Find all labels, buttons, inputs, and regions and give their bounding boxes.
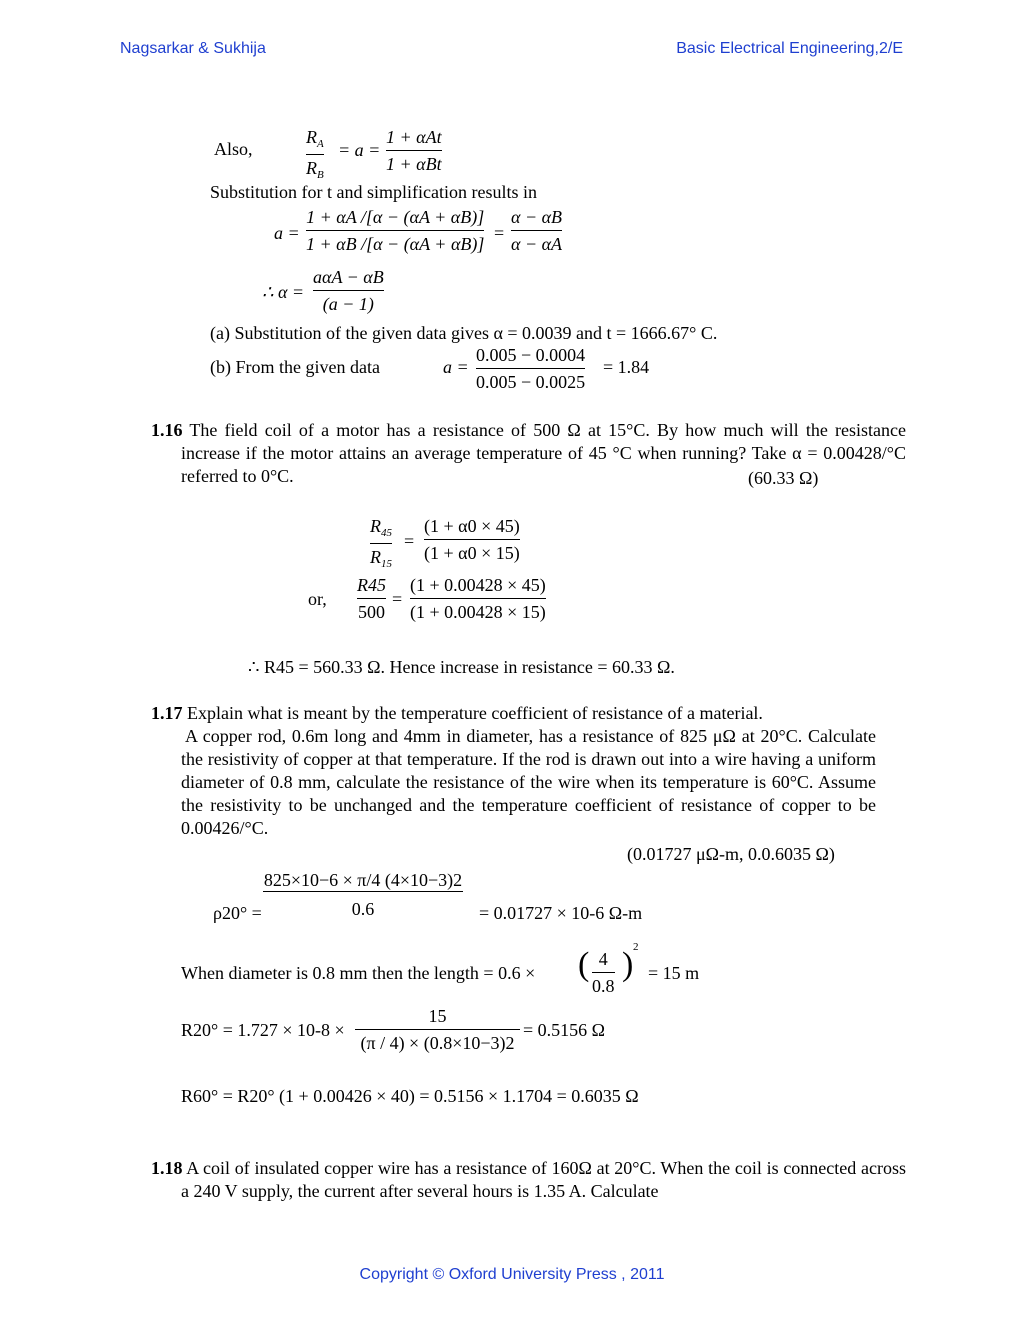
problem-number: 1.18 [151, 1158, 183, 1178]
diameter-numerator: 4 [592, 950, 615, 973]
problem-number: 1.17 [151, 703, 183, 723]
rhs-fraction [511, 208, 562, 253]
conclusion: ∴ R45 = 560.33 Ω. Hence increase in resistance = 60.33 Ω. [248, 657, 675, 677]
r20-result: = 0.5156 Ω [523, 1020, 606, 1040]
numeric-numerator: (1 + 0.00428 × 45) [410, 576, 546, 599]
alpha0-fraction [424, 517, 520, 562]
left-paren: ( [578, 946, 590, 983]
b-result: = 1.84 [603, 357, 650, 377]
alpha0-numerator: (1 + α0 × 45) [424, 517, 520, 540]
problem-statement: The field coil of a motor has a resistance of 500 Ω at 15°C. By how much will the resistance increase if the motor attains an average temperature of 45 °C when running? Take α = 0.00428/°C referred to 0°C. [181, 420, 906, 486]
diameter-denominator: 0.8 [592, 976, 615, 996]
r15: $R_{15}$ [370, 547, 392, 570]
problem-1-17-body: A copper rod, 0.6m long and 4mm in diameter, has a resistance of 825 μΩ at 20°C. Calculate the resistivity of copper at that temperature. If the rod is drawn out into a wire having a uniform diameter of 0.8 mm, calculate the resistance of the wire when its temperature is 60°C. Assume the resistivity to be unchanged and the temperature coefficient of resistance of copper to be 0.00426/°C. [181, 726, 876, 838]
diameter-result: = 15 m [648, 963, 700, 983]
r45-r15-fraction [370, 517, 392, 570]
substitution-line: Substitution for t and simplification results in [210, 182, 537, 202]
equals-2: = [494, 223, 505, 243]
problem-1-18 [151, 1157, 906, 1203]
therefore-alpha: ∴ α = [262, 282, 305, 302]
problem-1-17-line1 [151, 704, 763, 722]
square-exponent: 2 [633, 941, 639, 953]
r20-fraction [355, 1007, 520, 1052]
footer-copyright: Copyright © Oxford University Press , 2011 [359, 1266, 665, 1283]
ra-rb-fraction [306, 128, 324, 181]
rho-denominator: 0.6 [351, 899, 375, 919]
problem-number: 1.16 [151, 420, 183, 440]
alpha-t-fraction [386, 128, 442, 173]
rho-numerator: 825×10−6 × π/4 (4×10−3)2 [263, 870, 463, 890]
line-b-label: (b) From the given data [210, 357, 380, 377]
rb-denominator: $R_B$ [306, 158, 324, 181]
b-numerator: 0.005 − 0.0004 [476, 346, 585, 369]
r20-numerator: 15 [355, 1007, 520, 1030]
alpha-numerator: aαA − αB [313, 268, 384, 291]
rhs-numerator: α − αB [511, 208, 562, 231]
equals-a: = a = [338, 140, 381, 160]
diameter-fraction [592, 950, 615, 995]
problem-answer: (0.01727 μΩ-m, 0.0.6035 Ω) [627, 844, 835, 864]
equals-2: = [392, 589, 403, 609]
right-paren: ) [622, 946, 634, 983]
big-numerator: 1 + αA /[α − (αA + αB)] [306, 208, 484, 231]
equals: = [404, 531, 415, 551]
rho-label: ρ20° = [213, 903, 262, 923]
r45: $R_{45}$ [370, 517, 392, 544]
or-label: or, [308, 589, 327, 609]
line-a: (a) Substitution of the given data gives α = 0.0039 and t = 1666.67° C. [210, 323, 718, 343]
rho-result: = 0.01727 × 10-6 Ω-m [479, 903, 643, 923]
r20-denominator: (π / 4) × (0.8×10−3)2 [360, 1033, 515, 1053]
numeric-denominator: (1 + 0.00428 × 15) [410, 602, 546, 622]
alpha-t-denominator: 1 + αBt [386, 154, 442, 174]
big-fraction [306, 208, 484, 253]
alpha0-denominator: (1 + α0 × 15) [424, 543, 520, 563]
alpha-t-numerator: 1 + αAt [386, 128, 442, 151]
r45-2: R45 [357, 576, 386, 599]
problem-first-line: Explain what is meant by the temperature coefficient of resistance of a material. [187, 703, 763, 723]
header-left: Nagsarkar & Sukhija [120, 40, 266, 57]
b-fraction [476, 346, 585, 391]
header-right: Basic Electrical Engineering,2/E [676, 40, 903, 57]
alpha-fraction [313, 268, 384, 313]
rho-fraction [263, 871, 463, 918]
also-label: Also, [214, 139, 253, 159]
diameter-text: When diameter is 0.8 mm then the length = 0.6 × [181, 963, 536, 983]
r60-line: R60° = R20° (1 + 0.00426 × 40) = 0.5156 × 1.1704 = 0.6035 Ω [181, 1086, 639, 1106]
problem-statement: A coil of insulated copper wire has a resistance of 160Ω at 20°C. When the coil is connected across a 240 V supply, the current after several hours is 1.35 A. Calculate [181, 1158, 906, 1201]
r20-label: R20° = 1.727 × 10-8 × [181, 1020, 345, 1040]
big-denominator: 1 + αB /[α − (αA + αB)] [306, 234, 485, 254]
problem-answer: (60.33 Ω) [748, 468, 819, 488]
r45-500-fraction [357, 576, 386, 621]
five-hundred: 500 [358, 602, 385, 622]
b-denominator: 0.005 − 0.0025 [476, 372, 586, 392]
b-a-equals: a = [443, 357, 469, 377]
rhs-denominator: α − αA [511, 234, 563, 254]
numeric-fraction [410, 576, 546, 621]
alpha-denominator: (a − 1) [322, 294, 374, 314]
ra-numerator: $R_A$ [306, 128, 324, 155]
a-equals: a = [274, 223, 300, 243]
